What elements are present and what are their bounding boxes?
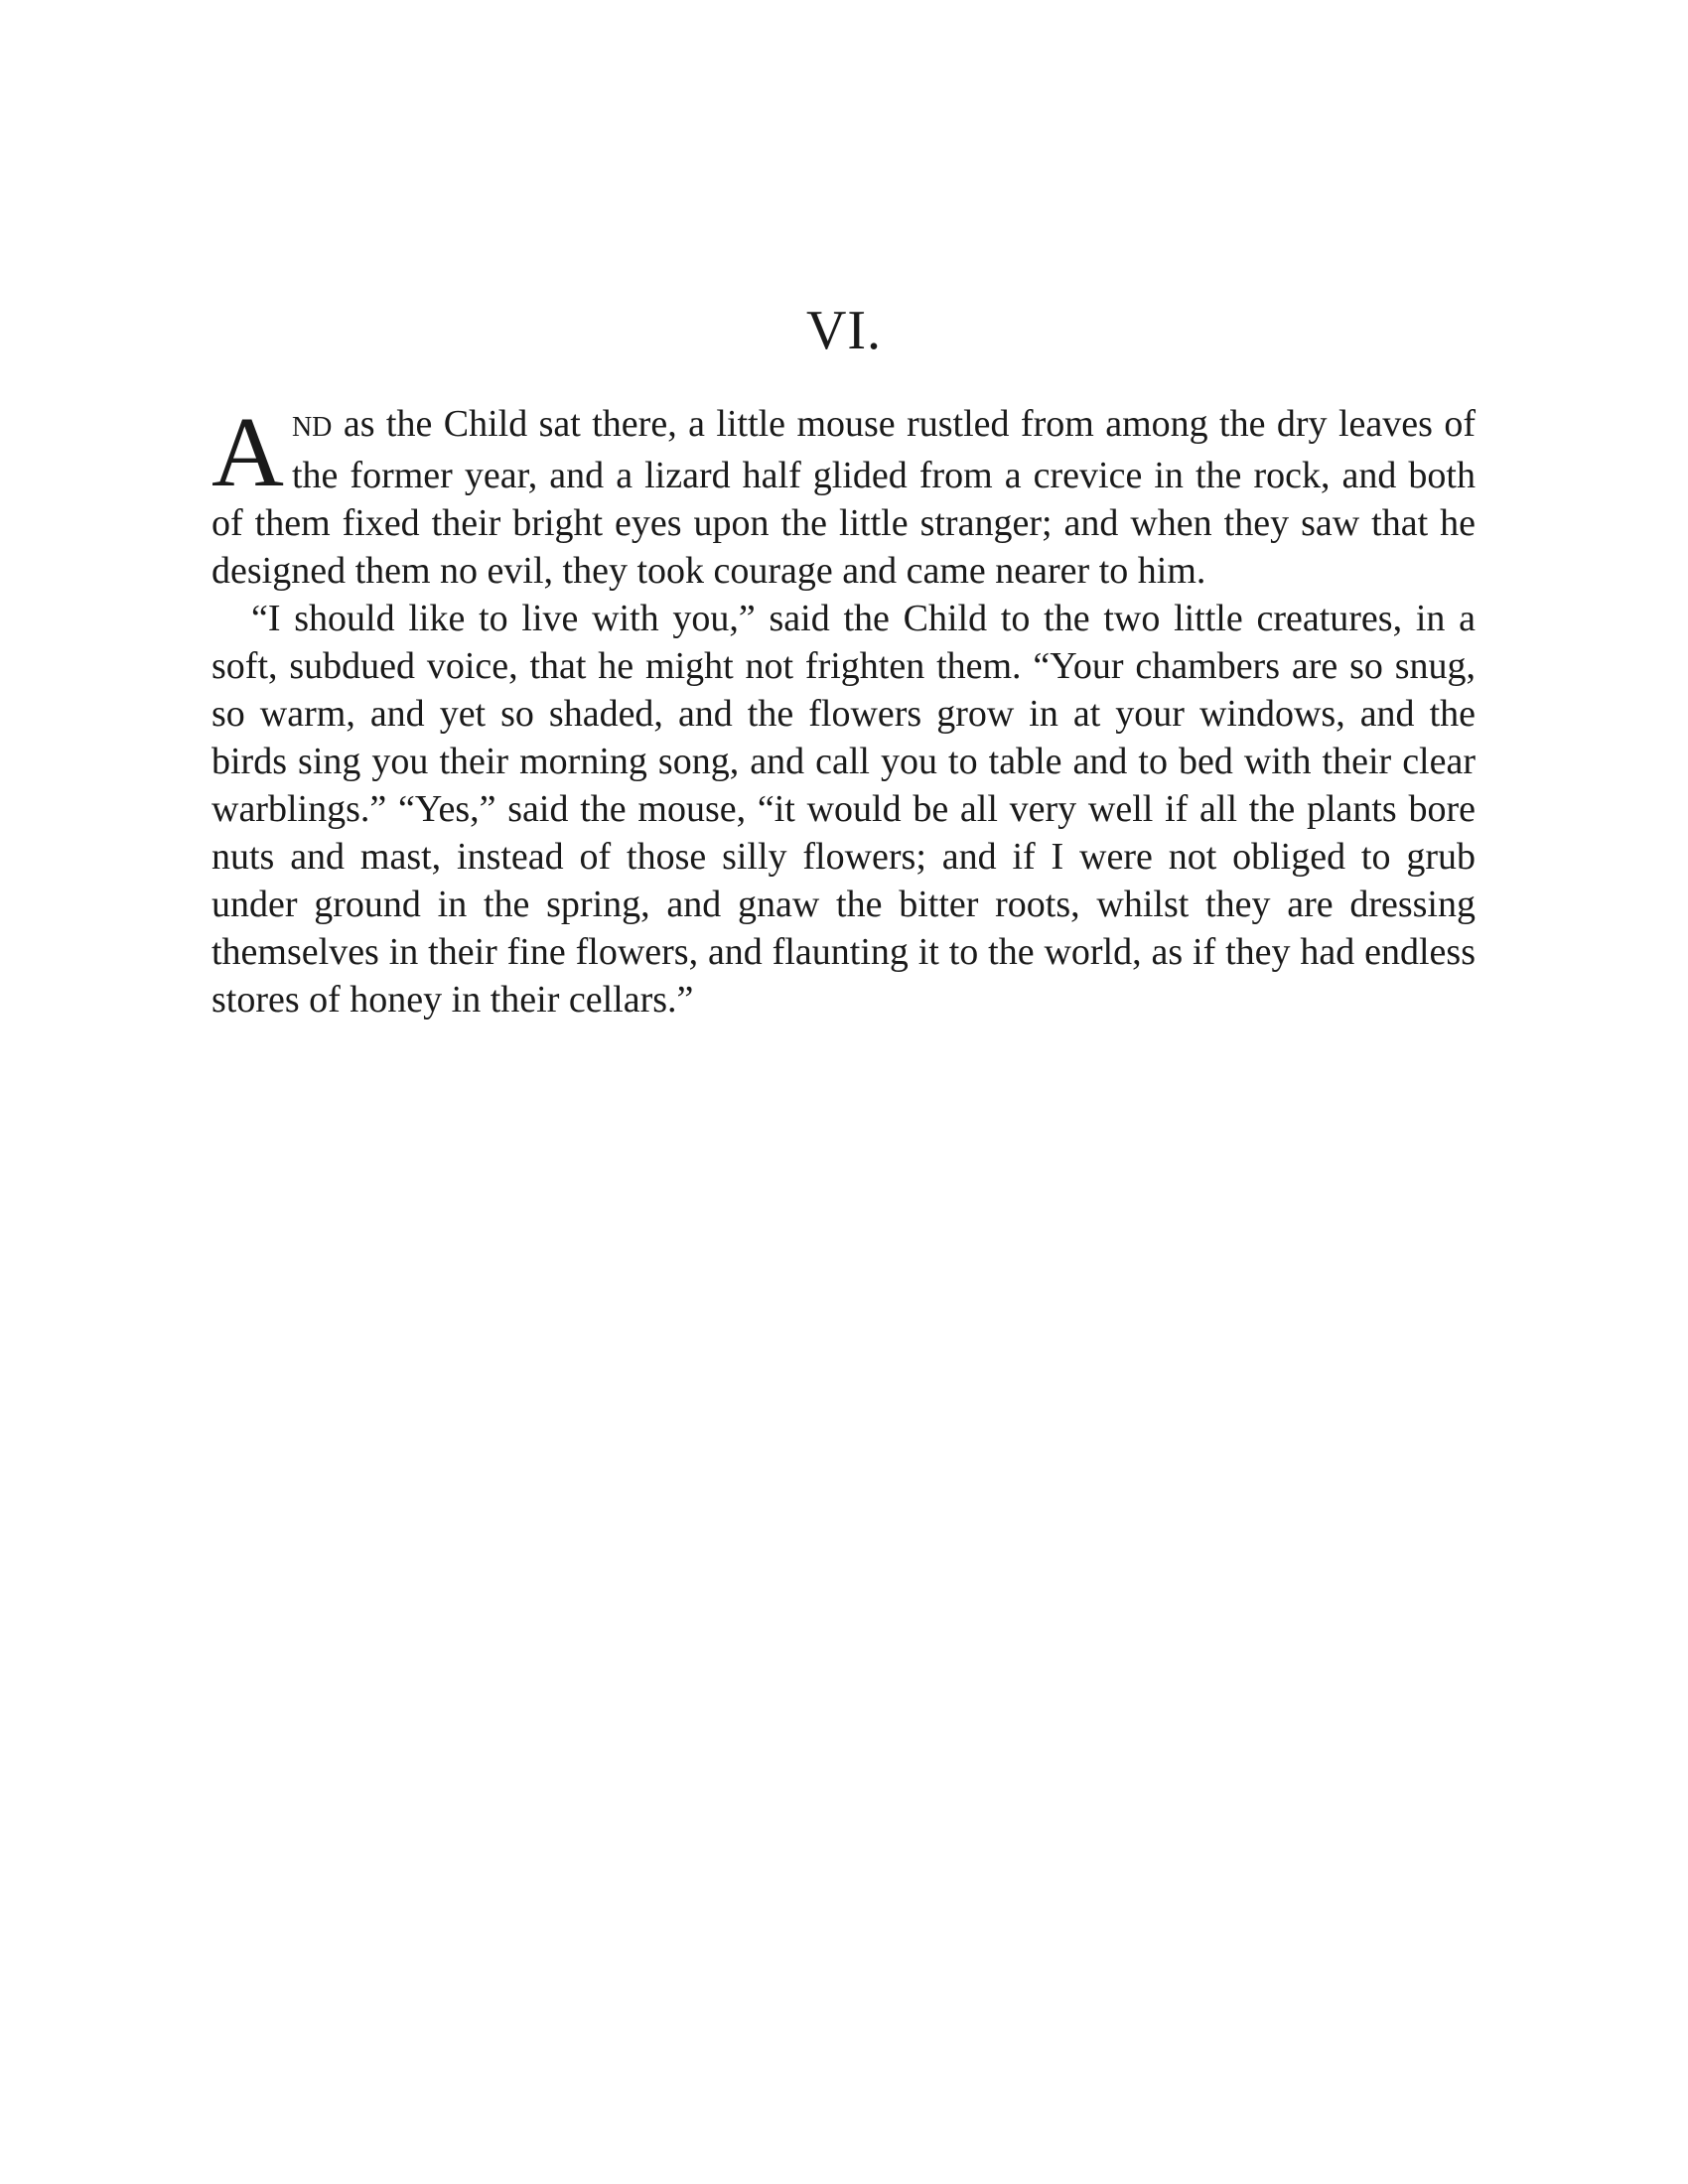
chapter-body — [211, 396, 1476, 1024]
chapter-heading: VI. — [805, 300, 883, 361]
drop-cap: A — [211, 396, 284, 507]
paragraph-2: “I should like to live with you,” said the Child to the two little creatures, in a soft, subdued voice, that he might not frighten them. “Your chambers are so snug, so warm, and yet so shaded, and the flowers grow in at your windows, and the birds sing you their morning song, and call you to table and to bed with their clear warblings.” “Yes,” said the mouse, “it would be all very well if all the plants bore nuts and mast, instead of those silly flowers; and if I were not obliged to grub under ground in the spring, and gnaw the bitter roots, whilst they are dressing themselves in their fine flowers, and flaunting it to the world, as if they had endless stores of honey in their cellars.” — [211, 598, 1476, 1021]
lead-small-caps: ND — [291, 412, 333, 443]
paragraph-1-text: as the Child sat there, a little mouse rustled from among the dry leaves of the former year, and a lizard half glided from a crevice in the rock, and both of them fixed their bright eyes upon the little stranger; and when they saw that he designed them no evil, they took courage and came nearer to him. — [211, 403, 1476, 592]
paragraph-1 — [211, 396, 1476, 595]
